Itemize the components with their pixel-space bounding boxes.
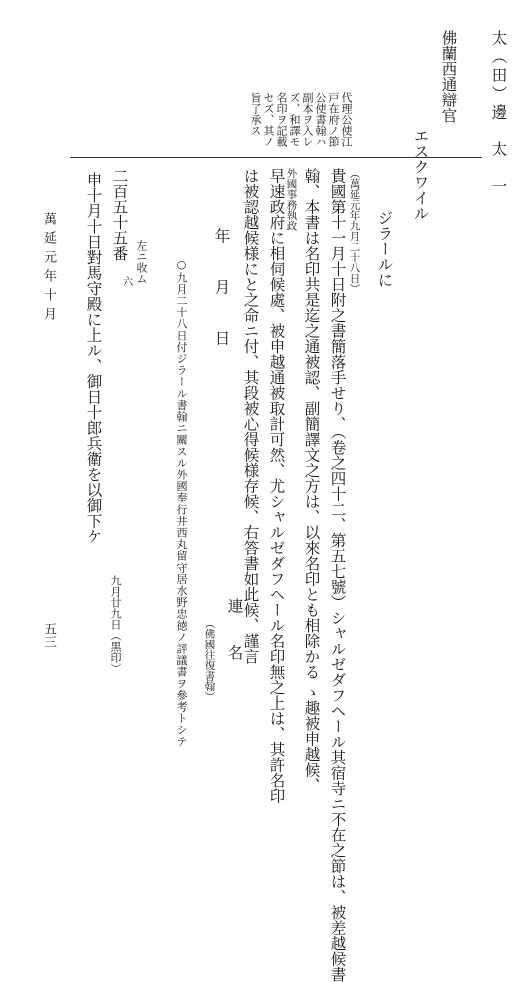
letter-date-note: （萬延元年九月二十八日） <box>348 168 361 294</box>
header-note: セズ、其ノ <box>262 92 275 147</box>
interlinear-note: 外國事務執政 <box>285 168 298 231</box>
header-note: 旨了承ス <box>249 92 262 136</box>
date-stamp: 九月廿九日（黒印） <box>109 575 122 674</box>
official-title: 佛蘭西通辯官 <box>439 30 458 123</box>
header-note: 副本ヲ入レ <box>301 92 314 147</box>
document-number: 二百五十五番 <box>110 168 129 261</box>
header-note: 公使書翰ハ <box>314 92 327 147</box>
signatory: 太（田）邊 太 一 <box>489 30 508 197</box>
addressee: ジラールに <box>375 210 394 288</box>
document-number-suffix: 六 <box>121 276 134 287</box>
page-number: 五三 <box>41 622 56 648</box>
letter-line-4: は被認越候様にと之命ニ付、其段被心得候様存候、右答書如此候、謹言 <box>241 168 260 664</box>
header-note: 戸在府ノ節 <box>327 92 340 147</box>
header-note: ズ、和譯モ <box>288 92 301 147</box>
letter-date-label: 年 月 日 <box>212 228 231 356</box>
receipt-note: 左ニ收ム <box>135 240 148 284</box>
header-note: 代理公使江 <box>340 92 353 147</box>
letter-line-3: 早速政府に相伺候處、被申越通被取計可然、尤シャルゼダフヘール名印無之上は、其許名印 <box>267 168 286 804</box>
running-header: 萬延元年十月 <box>41 212 56 326</box>
editorial-note: ○九月二十八日付ジラール書翰ニ關スル外國奉行井西丸留守居水野忠徳ノ評議書ヲ參考トシテ <box>175 258 188 748</box>
letter-source: （佛國往復書翰） <box>203 618 216 702</box>
letter-line-1: 貴國第十一月十日附之書簡落手せり、（卷之四十二、第五七號）シャルゼダフヘール其宿寺ニ不在之節は、被差越候書 <box>328 168 347 982</box>
honorific: エスクワイル <box>411 128 430 221</box>
letter-line-2: 翰、本書は名印共是迄之通被認、副簡譯文之方は、以來名印とも相除かる ゝ趣被申越候、 <box>302 168 321 793</box>
section-body: 申十月十日對馬守殿に上ル、御日十郎兵衛を以御下ケ <box>84 172 103 544</box>
letter-sender: 連 名 <box>225 598 244 660</box>
header-note: 名印ヲ記載 <box>275 92 288 147</box>
